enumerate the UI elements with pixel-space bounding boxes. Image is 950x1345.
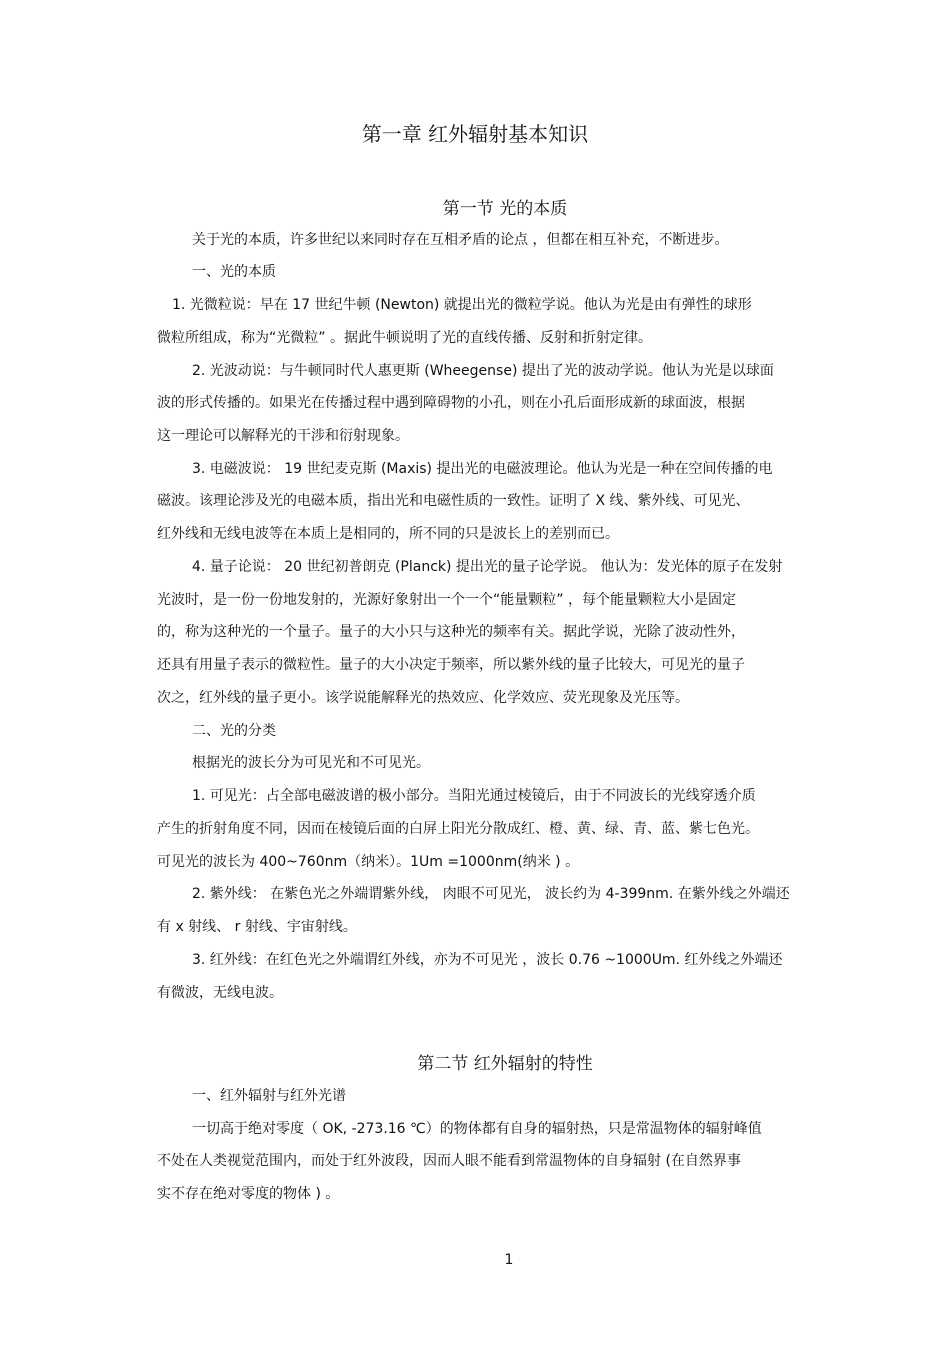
paragraph-line: 次之，红外线的量子更小。该学说能解释光的热效应、化学效应、荧光现象及光压等。 — [157, 690, 689, 706]
paragraph-line: 3. 红外线：在红色光之外端谓红外线，亦为不可见光 ，波长 0.76 ~1000Um. 红外线之外端还 — [192, 952, 783, 968]
paragraph-line: 可见光的波长为 400~760nm（纳米）。1Um =1000nm(纳米 ) 。 — [157, 854, 580, 870]
paragraph-line: 4. 量子论说： 20 世纪初普朗克 (Planck) 提出光的量子论学说。 他认为：发光体的原子在发射 — [192, 559, 783, 575]
paragraph-line: 3. 电磁波说： 19 世纪麦克斯 (Maxis) 提出光的电磁波理论。他认为光是一种在空间传播的电 — [192, 461, 773, 477]
paragraph-line: 1. 光微粒说：早在 17 世纪牛顿 (Newton) 就提出光的微粒学说。他认为光是由有弹性的球形 — [172, 297, 752, 313]
subsection-title: 一、红外辐射与红外光谱 — [192, 1088, 346, 1104]
paragraph-line: 实不存在绝对零度的物体 ) 。 — [157, 1186, 340, 1202]
paragraph-line: 这一理论可以解释光的干涉和衍射现象。 — [157, 428, 409, 444]
paragraph-line: 2. 光波动说：与牛顿同时代人惠更斯 (Wheegense) 提出了光的波动学说。他认为光是以球面 — [192, 363, 774, 379]
paragraph-line: 不处在人类视觉范围内，而处于红外波段，因而人眼不能看到常温物体的自身辐射 (在自然界事 — [157, 1153, 741, 1169]
paragraph-line: 波的形式传播的。如果光在传播过程中遇到障碍物的小孔，则在小孔后面形成新的球面波，根据 — [157, 395, 745, 411]
paragraph-line: 的，称为这种光的一个量子。量子的大小只与这种光的频率有关。据此学说，光除了波动性外， — [157, 624, 745, 640]
paragraph-line: 磁波。该理论涉及光的电磁本质，指出光和电磁性质的一致性。证明了 X 线、紫外线、可见光、 — [157, 493, 750, 509]
paragraph-line: 产生的折射角度不同，因而在棱镜后面的白屏上阳光分散成红、橙、黄、绿、青、蓝、紫七色光。 — [157, 821, 759, 837]
paragraph-line: 红外线和无线电波等在本质上是相同的，所不同的只是波长上的差别而已。 — [157, 526, 619, 542]
paragraph-line: 光波时，是一份一份地发射的，光源好象射出一个一个“能量颗粒” ，每个能量颗粒大小是固定 — [157, 592, 736, 608]
paragraph-line: 微粒所组成，称为“光微粒” 。据此牛顿说明了光的直线传播、反射和折射定律。 — [157, 330, 652, 346]
chapter-title: 第一章 红外辐射基本知识 — [361, 122, 589, 146]
paragraph-line: 1. 可见光：占全部电磁波谱的极小部分。当阳光通过棱镜后，由于不同波长的光线穿透介质 — [192, 788, 756, 804]
paragraph-line: 有 x 射线、 r 射线、宇宙射线。 — [157, 919, 357, 935]
paragraph-line: 根据光的波长分为可见光和不可见光。 — [192, 755, 430, 771]
subsection-title: 二、光的分类 — [192, 723, 276, 739]
paragraph-line: 2. 紫外线： 在紫色光之外端谓紫外线， 肉眼不可见光， 波长约为 4-399nm. 在紫外线之外端还 — [192, 886, 790, 902]
paragraph-line: 还具有用量子表示的微粒性。量子的大小决定于频率，所以紫外线的量子比较大，可见光的量子 — [157, 657, 745, 673]
section-1-title: 第一节 光的本质 — [442, 199, 568, 219]
paragraph-line: 一切高于绝对零度（ OK, -273.16 ℃）的物体都有自身的辐射热，只是常温物体的辐射峰值 — [192, 1121, 762, 1137]
subsection-title: 一、光的本质 — [192, 264, 276, 280]
paragraph-line: 有微波，无线电波。 — [157, 985, 283, 1001]
page-number: 1 — [504, 1252, 514, 1268]
section-1-intro: 关于光的本质，许多世纪以来同时存在互相矛盾的论点 ，但都在相互补充，不断进步。 — [192, 232, 729, 248]
section-2-title: 第二节 红外辐射的特性 — [417, 1054, 593, 1074]
